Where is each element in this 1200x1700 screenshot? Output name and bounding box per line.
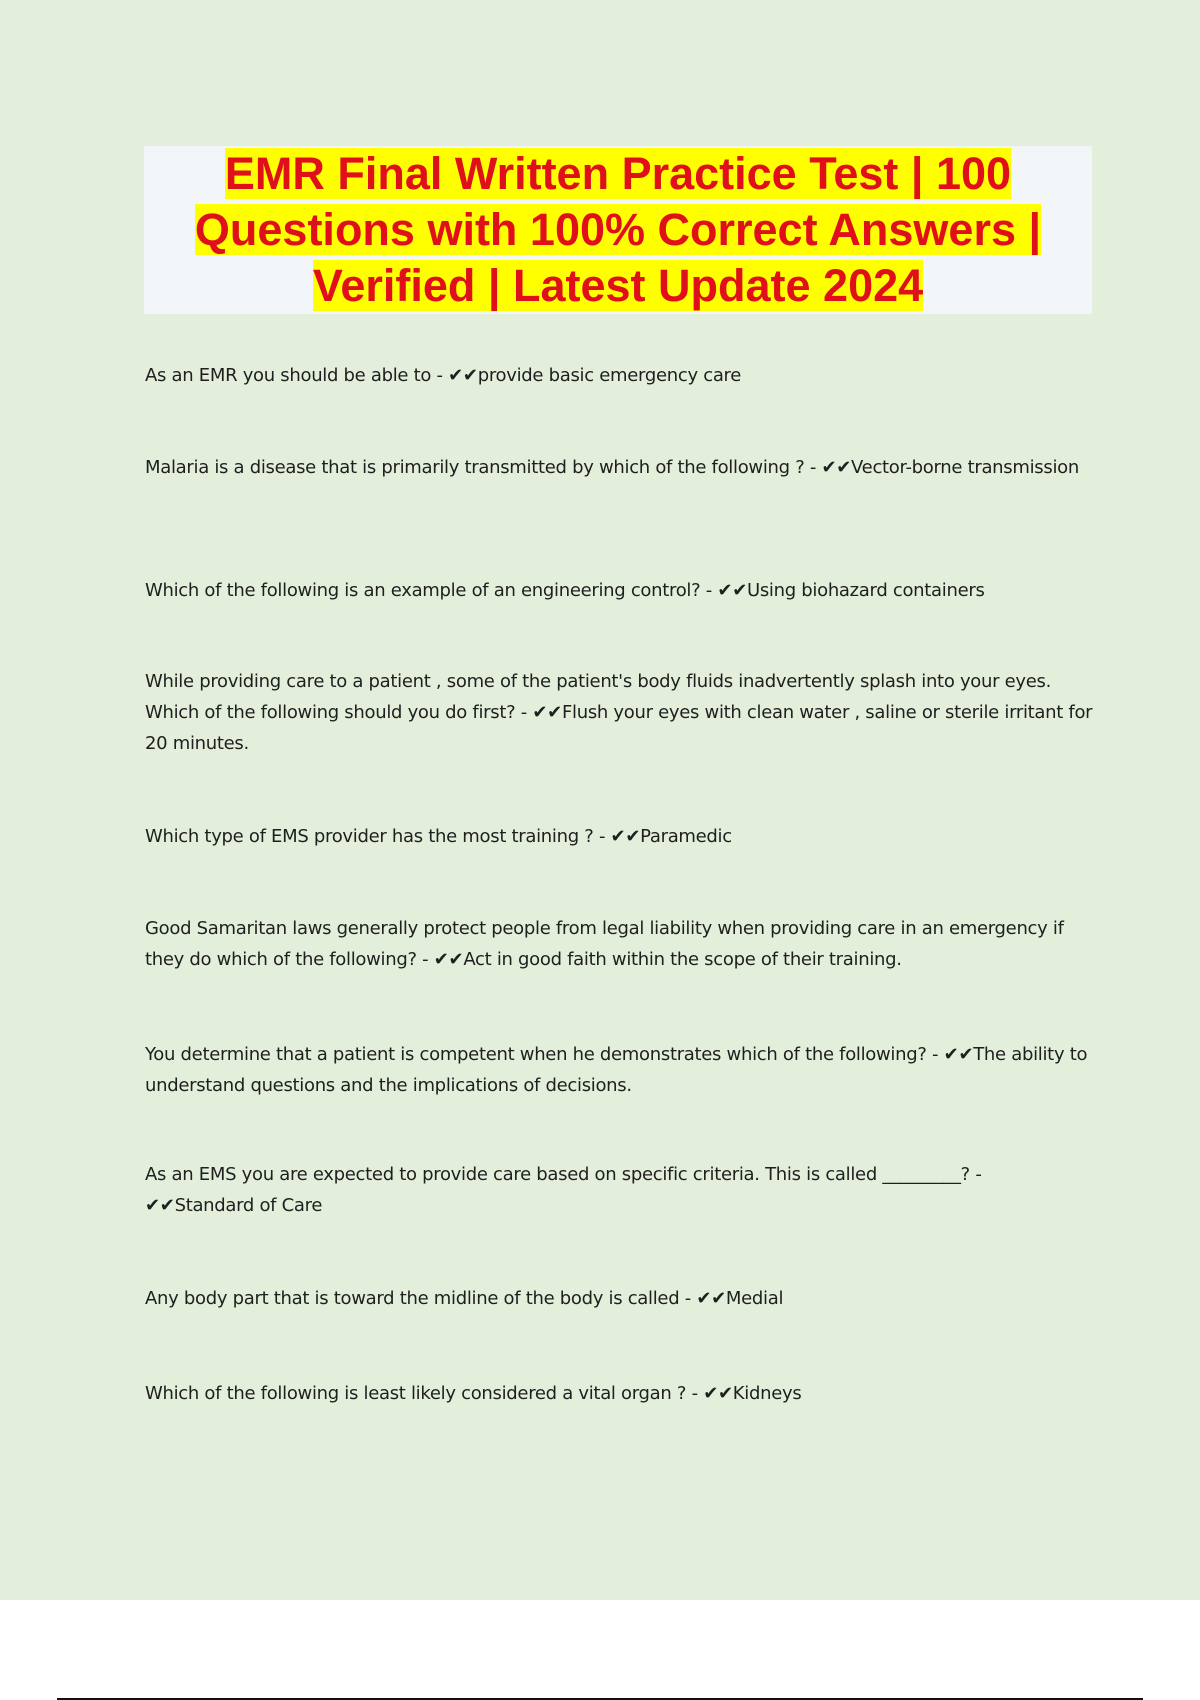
qa-item: As an EMS you are expected to provide care based on specific criteria. This is called _________? - ✔✔Standard of Care	[145, 1164, 982, 1216]
document-title	[144, 146, 1092, 314]
qa-item: Which of the following is an example of an engineering control? - ✔✔Using biohazard containers	[145, 580, 985, 601]
title-highlight: EMR Final Written Practice Test | 100 Questions with 100% Correct Answers | Verified | Latest Update 2024	[194, 148, 1042, 311]
qa-item: Malaria is a disease that is primarily transmitted by which of the following ? - ✔✔Vector-borne transmission	[145, 457, 1079, 478]
qa-item: Good Samaritan laws generally protect people from legal liability when providing care in an emergency if they do which of the following? - ✔✔Act in good faith within the scope of their training.	[145, 918, 1064, 970]
qa-item: Any body part that is toward the midline of the body is called - ✔✔Medial	[145, 1288, 784, 1309]
qa-item: You determine that a patient is competent when he demonstrates which of the following? - ✔✔The ability to understand questions and the implications of decisions.	[145, 1044, 1088, 1096]
qa-item: While providing care to a patient , some of the patient's body fluids inadvertently splash into your eyes. Which of the following should you do first? - ✔✔Flush your eyes with clean water , saline or sterile irritant for 20 minutes.	[145, 671, 1093, 754]
title-box	[144, 146, 1092, 314]
qa-item: Which type of EMS provider has the most training ? - ✔✔Paramedic	[145, 826, 732, 847]
qa-item: As an EMR you should be able to - ✔✔provide basic emergency care	[145, 365, 742, 386]
qa-item: Which of the following is least likely considered a vital organ ? - ✔✔Kidneys	[145, 1383, 802, 1404]
